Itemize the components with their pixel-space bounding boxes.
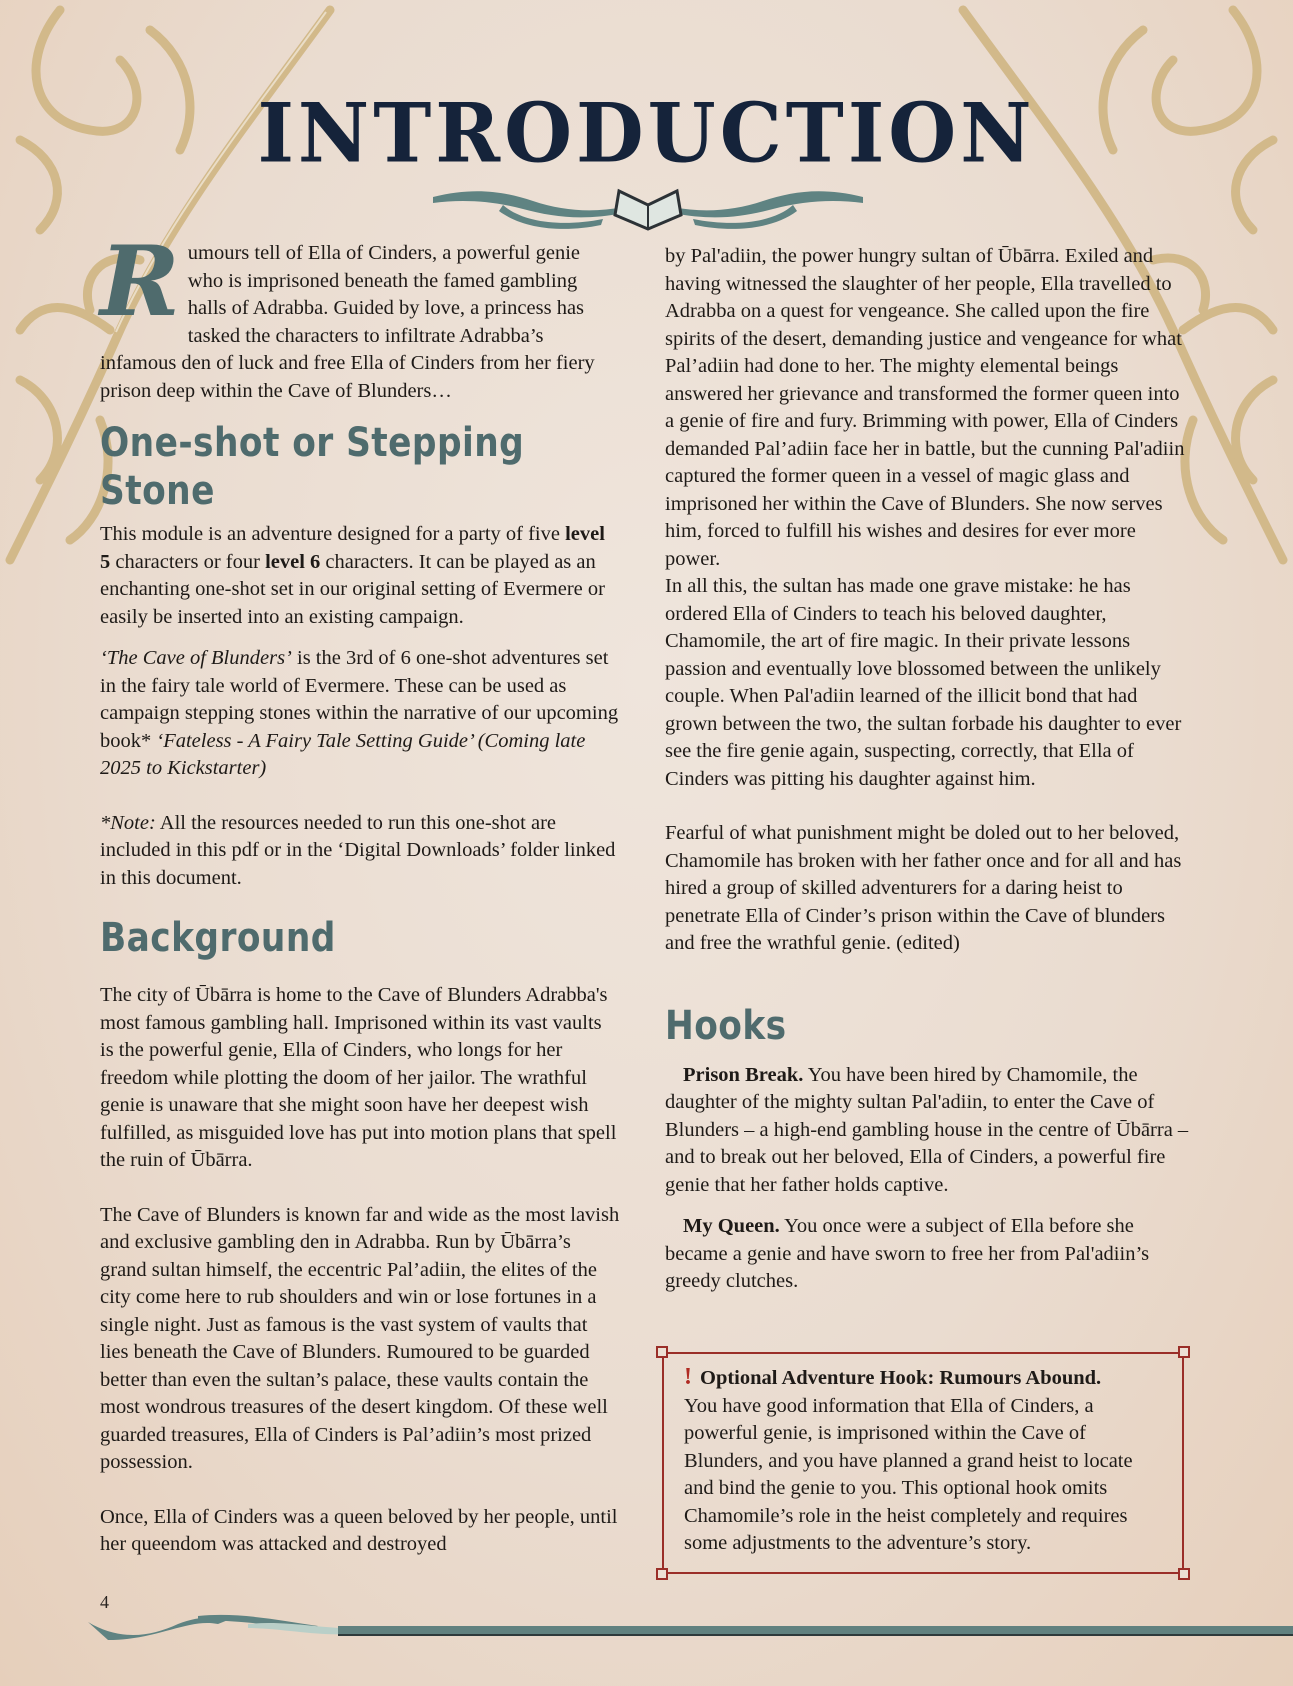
callout-text <box>684 1364 1166 1558</box>
page-title: INTRODUCTION <box>257 85 1036 182</box>
callout-corner-icon <box>1178 1346 1190 1358</box>
hook-my-queen: My Queen. You once were a subject of Ella before she became a genie and have sworn to free her from Pal'adiin’s greedy clutches. <box>665 1215 1150 1292</box>
background-paragraph-1: The city of Ūbārra is home to the Cave of Blunders Adrabba's most famous gambling hall. Imprisoned within its vast vaults is the powerful genie, Ella of Cinders, who longs for her freedom while plotting the doom of her jailor. The wrathful genie is unaware that she might soon have her deepest wish fulfilled, as misguided love has put into motion plans that spell the ruin of Ūbārra. <box>100 984 617 1171</box>
callout-corner-icon <box>656 1346 668 1358</box>
heading-one-shot: One-shot or Stepping Stone <box>100 420 525 514</box>
intro-paragraph <box>100 225 620 405</box>
intro-text: umours tell of Ella of Cinders, a powerful genie who is imprisoned beneath the famed gambling halls of Adrabba. Guided by love, a princess has tasked the characters to infiltrate Adrabba’s infamous den of luck and free Ella of Cinders from her fiery prison deep within the Cave of Blunders… <box>100 242 595 402</box>
note-paragraph: *Note: All the resources needed to run this one-shot are included in this pdf or in the ‘Digital Downloads’ folder linked in this document. <box>100 811 616 889</box>
background-continued-1: by Pal'adiin, the power hungry sultan of Ūbārra. Exiled and having witnessed the slaughter of her people, Ella travelled to Adrabba on a quest for vengeance. She called upon the fire spirits of the desert, demanding justice and vengeance for what Pal’adiin had done to her. The mighty elemental beings answered her grievance and transformed the former queen into a genie of fire and fury. Brimming with power, Ella of Cinders demanded Pal’adiin face her in battle, but the cunning Pal'adiin captured the former queen in a vessel of magic glass and imprisoned her within the Cave of Blunders. She now serves him, forced to fulfill his wishes and desires for ever more power. <box>665 245 1185 570</box>
book-ornament-icon <box>433 183 863 233</box>
callout-title: Optional Adventure Hook: Rumours Abound. <box>700 1367 1102 1389</box>
heading-background: Background <box>100 915 336 961</box>
callout-body: You have good information that Ella of Cinders, a powerful genie, is imprisoned within the Cave of Blunders, and you have planned a grand heist to locate and bind the genie to you. This optional hook omits Chamomile’s role in the heist completely and requires some adjustments to the adventure’s story. <box>684 1394 1133 1554</box>
background-continued-3: Fearful of what punishment might be doled out to her beloved, Chamomile has broken with her father once and for all and has hired a group of skilled adventurers for a daring heist to penetrate Ella of Cinder’s prison within the Cave of blunders and free the wrathful genie. (edited) <box>665 822 1182 954</box>
heading-hooks: Hooks <box>665 1002 787 1049</box>
left-column <box>100 225 620 1559</box>
callout-corner-icon <box>656 1568 668 1580</box>
exclamation-icon: ! <box>684 1364 692 1390</box>
stepping-stone-paragraph: ‘The Cave of Blunders’ is the 3rd of 6 one-shot adventures set in the fairy tale world of Evermere. These can be used as campaign stepping stones within the narrative of our upcoming book* ‘Fateless - A Fairy Tale Setting Guide’ (Coming late 2025 to Kickstarter) <box>100 647 619 779</box>
drop-cap: R <box>100 225 180 338</box>
page-number: 4 <box>100 1592 109 1612</box>
hook-prison-break: Prison Break. You have been hired by Chamomile, the daughter of the mighty sultan Pal'adiin, to enter the Cave of Blunders – a high-end gambling house in the centre of Ūbārra – and to break out her beloved, Ella of Cinders, a powerful fire genie that her father holds captive. <box>665 1063 1189 1196</box>
one-shot-paragraph: This module is an adventure designed for a party of five level 5 characters or four level 6 characters. It can be played as an enchanting one-shot set in our original setting of Evermere or easily be inserted into an existing campaign. <box>100 523 605 628</box>
optional-hook-callout <box>662 1352 1184 1574</box>
background-paragraph-3: Once, Ella of Cinders was a queen beloved by her people, until her queendom was attacked and destroyed <box>100 1505 618 1555</box>
callout-corner-icon <box>1178 1568 1190 1580</box>
footer-feather-rule-icon <box>88 1610 1293 1650</box>
background-continued-2: In all this, the sultan has made one grave mistake: he has ordered Ella of Cinders to teach his beloved daughter, Chamomile, the art of fire magic. In their private lessons passion and eventually love blossomed between the unlikely couple. When Pal'adiin learned of the illicit bond that had grown between the two, the sultan forbade his daughter to ever see the fire genie again, suspecting, correctly, that Ella of Cinders was pitting his daughter against him. <box>665 575 1182 790</box>
background-paragraph-2: The Cave of Blunders is known far and wide as the most lavish and exclusive gambling den in Adrabba. Run by Ūbārra’s grand sultan himself, the eccentric Pal’adiin, the elites of the city come here to rub shoulders and win or lose fortunes in a single night. Just as famous is the vast system of vaults that lies beneath the Cave of Blunders. Rumoured to be guarded better than even the sultan’s palace, these vaults contain the most wondrous treasures of the desert kingdom. Of these well guarded treasures, Ella of Cinders is Pal’adiin’s most prized possession. <box>100 1203 620 1473</box>
right-column <box>665 243 1190 1296</box>
